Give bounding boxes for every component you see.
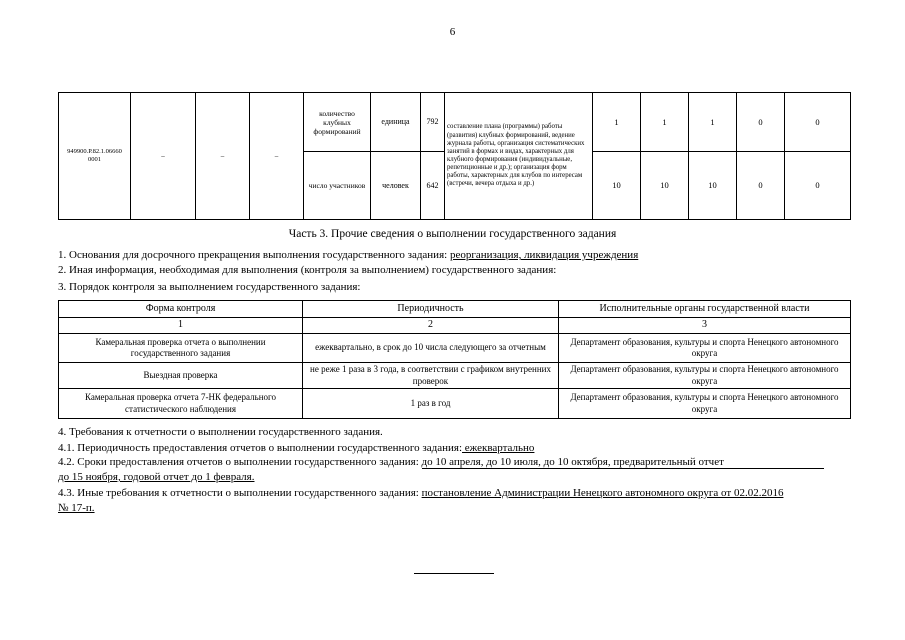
part3-title: Часть 3. Прочие сведения о выполнении государственного задания [288,228,617,240]
authority-cell: Департамент образования, культуры и спорта Ненецкого автономного округа [559,334,851,363]
item-1-label: 1. Основания для досрочного прекращения выполнения государственного задания: [58,249,450,261]
item-4-3-value: постановление Администрации Ненецкого автономного округа от 02.02.2016 [421,487,784,499]
periodicity-cell: ежеквартально, в срок до 10 числа следующего за отчетным [303,334,559,363]
item-4-3-line-cont [58,502,95,514]
footer-divider [414,573,494,574]
indicator-cell: число участников [304,152,371,220]
unit-cell: человек [371,152,421,220]
index-cell: 2 [303,318,559,334]
item-2-line: 2. Иная информация, необходимая для выполнения (контроля за выполнением) государственного задания: [58,264,557,276]
item-4-3-label: 4.3. Иные требования к отчетности о выполнении государственного задания: [58,487,422,499]
dash-cell: – [250,93,304,220]
item-4-1-line [58,442,534,454]
value-cell: 1 [641,93,689,152]
item-4-2-value: до 10 апреля, до 10 июля, до 10 октября, предварительный отчет [422,456,824,469]
periodicity-cell: 1 раз в год [303,389,559,419]
item-4-2-line-cont [58,471,254,483]
value-cell: 10 [593,152,641,220]
unit-code-cell: 792 [421,93,445,152]
registry-code-cell: 949900.Р.82.1.06660 0001 [59,93,131,220]
header-form: Форма контроля [59,301,303,318]
control-form-cell: Камеральная проверка отчета 7-НК федерального статистического наблюдения [59,389,303,419]
control-form-cell: Выездная проверка [59,363,303,389]
page-number: 6 [449,26,456,38]
item-4-2-line [58,456,824,469]
value-cell: 0 [785,93,851,152]
index-cell: 3 [559,318,851,334]
item-4-3-line [58,487,783,499]
value-cell: 10 [641,152,689,220]
control-table [58,300,851,419]
item-3-line: 3. Порядок контроля за выполнением государственного задания: [58,281,361,293]
value-cell: 10 [689,152,737,220]
periodicity-cell: не реже 1 раза в 3 года, в соответствии с графиком внутренних проверок [303,363,559,389]
unit-code-cell: 642 [421,152,445,220]
indicator-cell: количество клубных формирований [304,93,371,152]
index-cell: 1 [59,318,303,334]
value-cell: 1 [593,93,641,152]
value-cell: 0 [737,93,785,152]
performance-table [58,92,851,220]
authority-cell: Департамент образования, культуры и спорта Ненецкого автономного округа [559,389,851,419]
item-4-2-value-cont: до 15 ноября, годовой отчет до 1 февраля. [58,471,255,483]
item-4-3-value-cont: № 17-п. [58,502,95,514]
item-4-1-label: 4.1. Периодичность предоставления отчетов о выполнении государственного задания: [58,442,463,454]
value-cell: 1 [689,93,737,152]
unit-cell: единица [371,93,421,152]
dash-cell: – [131,93,196,220]
dash-cell: – [196,93,250,220]
item-4-line: 4. Требования к отчетности о выполнении государственного задания. [58,426,383,438]
header-periodicity: Периодичность [303,301,559,318]
value-cell: 0 [737,152,785,220]
item-1-line [58,249,638,261]
authority-cell: Департамент образования, культуры и спорта Ненецкого автономного округа [559,363,851,389]
value-cell: 0 [785,152,851,220]
control-form-cell: Камеральная проверка отчета о выполнении государственного задания [59,334,303,363]
header-authority: Исполнительные органы государственной власти [559,301,851,318]
item-4-1-value: ежеквартально [462,442,535,454]
item-4-2-label: 4.2. Сроки предоставления отчетов о выполнении государственного задания: [58,456,422,468]
item-1-value: реорганизация, ликвидация учреждения [449,249,639,261]
description-cell: составление плана (программы) работы (развития) клубных формирований, ведение журнала работы, организация систематических занятий в формах и видах, характерных для клубного формирования (индивидуальные, репетиционные и др.); организация форм работы, характерных для клубов по интересам (встречи, вечера отдыха и др.) [445,93,593,220]
